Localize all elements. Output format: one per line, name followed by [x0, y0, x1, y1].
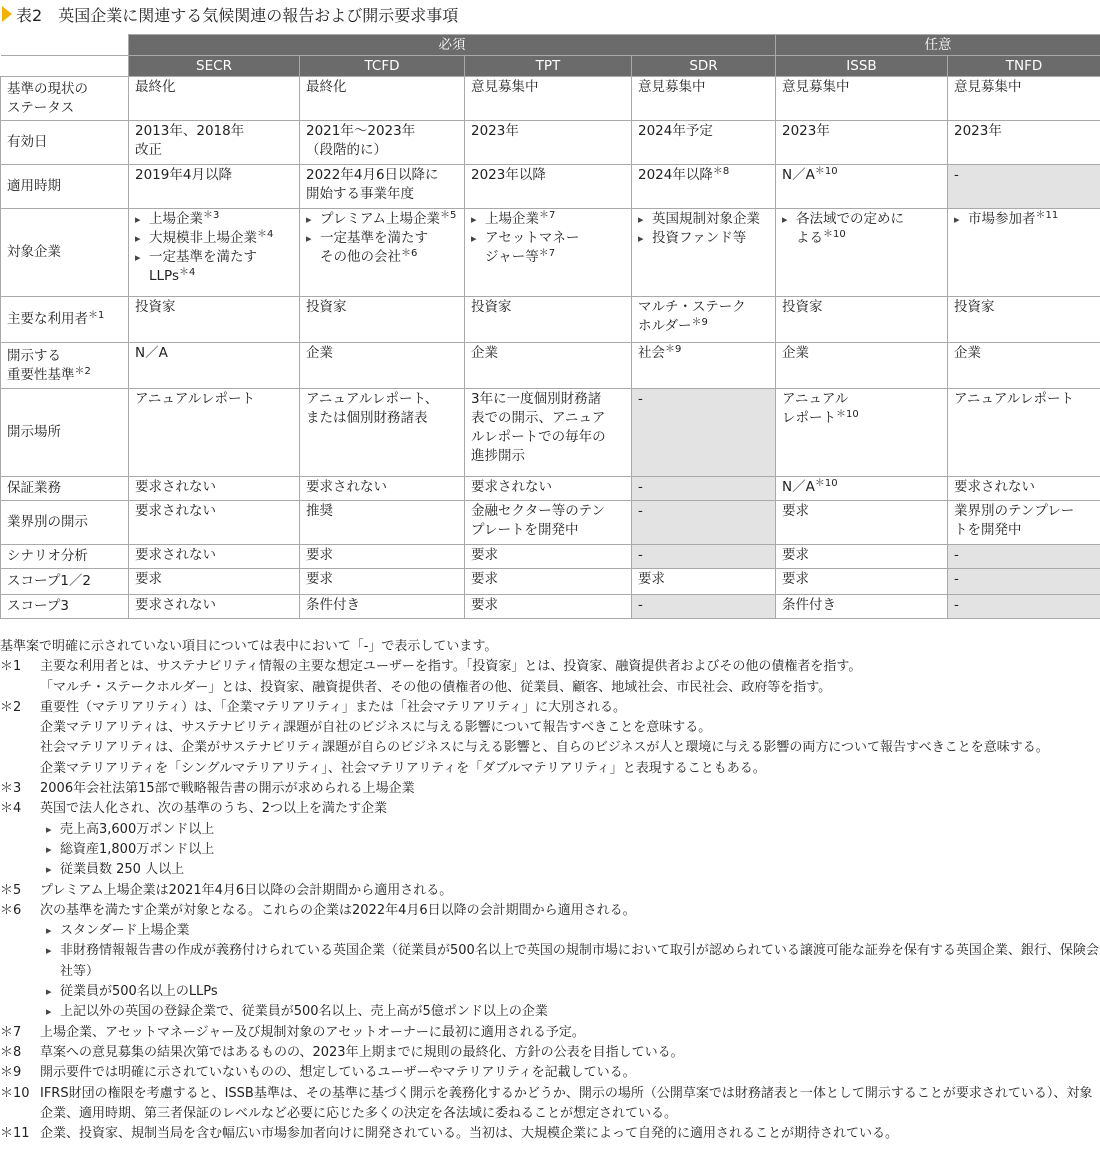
footnote-ref: ＊10	[836, 409, 859, 420]
table-cell: 意見募集中	[632, 77, 776, 121]
table-row	[1, 545, 1100, 569]
row-label: スコープ3	[1, 595, 129, 619]
corner-cell	[1, 56, 129, 77]
table-cell: 2024年予定	[632, 121, 776, 165]
row-label: 開示場所	[1, 389, 129, 477]
footnote-ref: ＊10	[814, 166, 838, 177]
table-cell: マルチ・ステーク ホルダー$^{*9}$	[632, 297, 776, 343]
table-number: 表2	[16, 5, 43, 25]
table-cell: 金融セクター等のテン プレートを開発中	[465, 501, 632, 545]
footnote-ref: ＊10	[814, 478, 838, 489]
footnote-ref: ＊5	[440, 210, 457, 221]
bullet-item: ▸ 英国規制対象企業	[638, 210, 769, 229]
table-cell: 要求されない	[129, 501, 300, 545]
row-label: 対象企業	[1, 209, 129, 297]
footnote-mark: ＊1	[0, 659, 22, 675]
table-cell	[465, 209, 632, 297]
table-cell: 企業	[300, 343, 465, 389]
table-cell: 2023年	[776, 121, 948, 165]
footnote-ref: ＊7	[539, 210, 556, 221]
footnotes	[0, 637, 1100, 1144]
footnote-intro: 基準案で明確に示されていない項目については表中において「-」で表示しています。	[0, 639, 498, 654]
corner-cell	[1, 35, 129, 56]
table-cell: 要求	[465, 569, 632, 595]
footnote-text: 開示要件では明確に示されていないものの、想定しているユーザーやマテリアリティを記載している。	[40, 1065, 636, 1081]
footnote-bullet: ▸ スタンダード上場企業	[46, 921, 1100, 941]
footnote-ref: ＊11	[1035, 210, 1059, 221]
table-cell: 要求	[776, 569, 948, 595]
group-header-optional: 任意	[776, 35, 1100, 56]
table-cell: 推奨	[300, 501, 465, 545]
footnote	[0, 657, 1100, 698]
footnote-mark: ＊5	[0, 882, 22, 898]
footnote-text: IFRS財団の権限を考慮すると、ISSB基準は、その基準に基づく開示を義務化するかどうか、開示の場所（公開草案では財務諸表と一体として開示することが要求されている）、対象企業、適用時期、第三者保証のレベルなど必要に応じた多くの決定を各法域に委ねることが想定されている。	[40, 1085, 1093, 1121]
table-row	[1, 165, 1100, 209]
table-cell: 意見募集中	[776, 77, 948, 121]
table-cell: 要求	[776, 501, 948, 545]
table-cell: 要求	[300, 545, 465, 569]
column-header: ISSB	[776, 56, 948, 77]
table-cell	[129, 209, 300, 297]
bullet-item: ▸ 上場企業$^{*3}$	[135, 210, 293, 229]
table-cell: 要求されない	[300, 477, 465, 501]
table-cell: アニュアルレポート、 または個別財務諸表	[300, 389, 465, 477]
table-cell: -	[948, 569, 1100, 595]
footnote-ref: ＊8	[712, 166, 730, 177]
comparison-table	[0, 34, 1100, 619]
footnote-text: 英国で法人化され、次の基準のうち、2つ以上を満たす企業	[40, 801, 388, 817]
bullet-item: ▸ 一定基準を満たす LLPs$^{*4}$	[135, 248, 293, 286]
column-header: SDR	[632, 56, 776, 77]
footnote	[0, 1043, 1100, 1063]
table-cell: 社会$^{*9}$	[632, 343, 776, 389]
table-cell: 企業	[948, 343, 1100, 389]
footnote	[0, 1084, 1100, 1125]
table-cell: アニュアル レポート$^{*10}$	[776, 389, 948, 477]
table-cell: 条件付き	[300, 595, 465, 619]
footnote-text: 企業マテリアリティは、サステナビリティ課題が自社のビジネスに与える影響について報告すべきことを意味する。	[40, 720, 712, 736]
column-header: TNFD	[948, 56, 1100, 77]
table-cell: 要求されない	[465, 477, 632, 501]
footnote-text: 企業マテリアリティを「シングルマテリアリティ」、社会マテリアリティを「ダブルマテリアリティ」と表現することもある。	[40, 760, 766, 776]
row-label: シナリオ分析	[1, 545, 129, 569]
table-row	[1, 77, 1100, 121]
table-cell: N／A	[129, 343, 300, 389]
bullet-item: ▸ 市場参加者$^{*11}$	[954, 210, 1094, 229]
footnote-ref: ＊9	[665, 344, 682, 355]
footnote-text: 社会マテリアリティは、企業がサステナビリティ課題が自らのビジネスに与える影響と、自らのビジネスが人と環境に与える影響の両方について報告すべきことを意味する。	[40, 740, 1049, 756]
table-row	[1, 595, 1100, 619]
table-cell: 3年に一度個別財務諸 表での開示、アニュア ルレポートでの毎年の 進捗開示	[465, 389, 632, 477]
row-label: スコープ1／2	[1, 569, 129, 595]
table-cell: 最終化	[129, 77, 300, 121]
footnote-mark: ＊6	[0, 902, 22, 918]
table-cell: 要求	[465, 545, 632, 569]
table-cell: 意見募集中	[948, 77, 1100, 121]
footnote	[0, 779, 1100, 799]
footnote-mark: ＊9	[0, 1065, 22, 1081]
table-cell: -	[632, 501, 776, 545]
table-cell: -	[948, 545, 1100, 569]
footnote-bullet: ▸ 非財務情報報告書の作成が義務付けられている英国企業（従業員が500名以上で英国の規制市場において取引が認められている譲渡可能な証券を保有する英国企業、銀行、保険会社等）	[46, 941, 1100, 982]
table-row	[1, 477, 1100, 501]
row-label: 保証業務	[1, 477, 129, 501]
table-cell: $N/A^{*10}$	[776, 165, 948, 209]
table-cell: 要求	[129, 569, 300, 595]
table-cell: 2013年、2018年 改正	[129, 121, 300, 165]
table-row	[1, 389, 1100, 477]
footnote-ref: ＊6	[401, 248, 418, 259]
row-label: 開示する 重要性基準$^{*2}$	[1, 343, 129, 389]
table-cell: 業界別のテンプレー トを開発中	[948, 501, 1100, 545]
footnote-ref: ＊7	[538, 248, 556, 259]
footnote-mark: ＊10	[0, 1085, 30, 1101]
footnote-text: 「マルチ・ステークホルダー」とは、投資家、融資提供者、その他の債権者の他、従業員、顧客、地域社会、市民社会、政府等を指す。	[40, 679, 832, 695]
table-cell	[948, 209, 1100, 297]
table-cell: -	[632, 595, 776, 619]
table-cell: 条件付き	[776, 595, 948, 619]
table-cell	[632, 209, 776, 297]
table-cell: 2024年以降$^{*8}$	[632, 165, 776, 209]
row-label: 適用時期	[1, 165, 129, 209]
footnote-text: 重要性（マテリアリティ）は、「企業マテリアリティ」または「社会マテリアリティ」に大別される。	[40, 699, 627, 715]
table-cell: 投資家	[776, 297, 948, 343]
footnote-ref: ＊4	[178, 267, 196, 278]
footnote-bullet: ▸ 上記以外の英国の登録企業で、従業員が500名以上、売上高が5億ポンド以上の企業	[46, 1002, 1100, 1022]
row-label: 主要な利用者$^{*1}$	[1, 297, 129, 343]
table-cell: 企業	[465, 343, 632, 389]
footnote	[0, 698, 1100, 779]
footnote-text: 主要な利用者とは、サステナビリティ情報の主要な想定ユーザーを指す。「投資家」とは、投資家、融資提供者およびその他の債権者を指す。	[40, 659, 862, 675]
table-cell: 2023年以降	[465, 165, 632, 209]
footnote-ref: ＊2	[74, 365, 91, 377]
table-cell: $N/A^{*10}$	[776, 477, 948, 501]
table-cell: 2021年～2023年 （段階的に）	[300, 121, 465, 165]
bullet-item: ▸ 大規模非上場企業$^{*4}$	[135, 229, 293, 248]
footnote	[0, 881, 1100, 901]
group-header-required: 必須	[129, 35, 776, 56]
table-cell: 要求されない	[129, 477, 300, 501]
footnote-bullet: ▸ 売上高3,600万ポンド以上	[46, 820, 1100, 840]
footnote	[0, 1124, 1100, 1144]
table-cell: 要求	[632, 569, 776, 595]
table-cell: 投資家	[465, 297, 632, 343]
table-cell: 要求	[300, 569, 465, 595]
table-title	[2, 2, 458, 26]
table-cell: -	[948, 165, 1100, 209]
table-cell: 投資家	[948, 297, 1100, 343]
row-label: 基準の現状の ステータス	[1, 77, 129, 121]
footnote-bullet: ▸ 従業員数 250 人以上	[46, 860, 1100, 880]
footnote-mark: ＊7	[0, 1024, 22, 1040]
footnote-mark: ＊3	[0, 781, 22, 797]
footnote-text: 企業、投資家、規制当局を含む幅広い市場参加者向けに開発されている。当初は、大規模企業によって自発的に適用されることが期待されている。	[40, 1126, 899, 1142]
table-row	[1, 569, 1100, 595]
table-cell: 2023年	[465, 121, 632, 165]
footnote	[0, 799, 1100, 880]
table-cell: 要求	[465, 595, 632, 619]
column-header: TCFD	[300, 56, 465, 77]
bullet-item: ▸ 投資ファンド等	[638, 229, 769, 248]
table-cell: -	[948, 595, 1100, 619]
table-cell	[776, 209, 948, 297]
table-cell: 要求されない	[129, 595, 300, 619]
footnote-mark: ＊11	[0, 1126, 30, 1142]
column-header: SECR	[129, 56, 300, 77]
table-cell: -	[632, 389, 776, 477]
footnote-bullet: ▸ 従業員が500名以上のLLPs	[46, 982, 1100, 1002]
table-cell: アニュアルレポート	[129, 389, 300, 477]
footnote-text: プレミアム上場企業は2021年4月6日以降の会計期間から適用される。	[40, 882, 453, 898]
table-cell: 要求	[776, 545, 948, 569]
table-cell: アニュアルレポート	[948, 389, 1100, 477]
footnote-mark: ＊2	[0, 699, 22, 715]
bullet-item: ▸ 各法域での定めに よる$^{*10}$	[782, 210, 941, 248]
table-cell: 2019年4月以降	[129, 165, 300, 209]
bullet-item: ▸ 一定基準を満たす その他の会社$^{*6}$	[306, 229, 458, 267]
footnote-mark: ＊8	[0, 1044, 22, 1060]
table-row	[1, 343, 1100, 389]
row-label: 有効日	[1, 121, 129, 165]
table-cell: 投資家	[129, 297, 300, 343]
bullet-item: ▸ アセットマネー ジャー等$^{*7}$	[471, 229, 625, 267]
footnote-ref: ＊9	[691, 317, 708, 328]
footnote	[0, 1023, 1100, 1043]
footnote-ref: ＊3	[203, 210, 220, 221]
row-label: 業界別の開示	[1, 501, 129, 545]
table-cell: -	[632, 545, 776, 569]
table-cell: 2022年4月6日以降に 開始する事業年度	[300, 165, 465, 209]
footnote-text: 上場企業、アセットマネージャー及び規制対象のアセットオーナーに最初に適用される予定。	[40, 1024, 585, 1040]
footnote-ref: ＊10	[823, 229, 846, 240]
column-header: TPT	[465, 56, 632, 77]
footnote-text: 次の基準を満たす企業が対象となる。これらの企業は2022年4月6日以降の会計期間から適用される。	[40, 902, 636, 918]
footnote	[0, 1063, 1100, 1083]
footnote-text: 2006年会社法第15部で戦略報告書の開示が求められる上場企業	[40, 781, 415, 797]
table-row	[1, 501, 1100, 545]
table-cell: 意見募集中	[465, 77, 632, 121]
table-title-text: 英国企業に関連する気候関連の報告および開示要求事項	[58, 5, 459, 25]
footnote-mark: ＊4	[0, 801, 22, 817]
table-cell: -	[632, 477, 776, 501]
table-cell	[300, 209, 465, 297]
footnote-ref: ＊4	[257, 229, 274, 240]
footnote-text: 草案への意見募集の結果次第ではあるものの、2023年上期までに規則の最終化、方針の公表を目指している。	[40, 1044, 684, 1060]
bullet-item: ▸ 上場企業$^{*7}$	[471, 210, 625, 229]
table-row	[1, 297, 1100, 343]
footnote	[0, 901, 1100, 1023]
table-cell: 要求されない	[948, 477, 1100, 501]
table-cell: 企業	[776, 343, 948, 389]
table-cell: 最終化	[300, 77, 465, 121]
table-cell: 要求されない	[129, 545, 300, 569]
table-cell: 2023年	[948, 121, 1100, 165]
table-row	[1, 121, 1100, 165]
table-cell: 投資家	[300, 297, 465, 343]
footnote-bullet: ▸ 総資産1,800万ポンド以上	[46, 840, 1100, 860]
footnote-ref: ＊1	[88, 310, 105, 321]
table-row	[1, 209, 1100, 297]
triangle-icon	[2, 6, 12, 22]
bullet-item: ▸ プレミアム上場企業$^{*5}$	[306, 210, 458, 229]
